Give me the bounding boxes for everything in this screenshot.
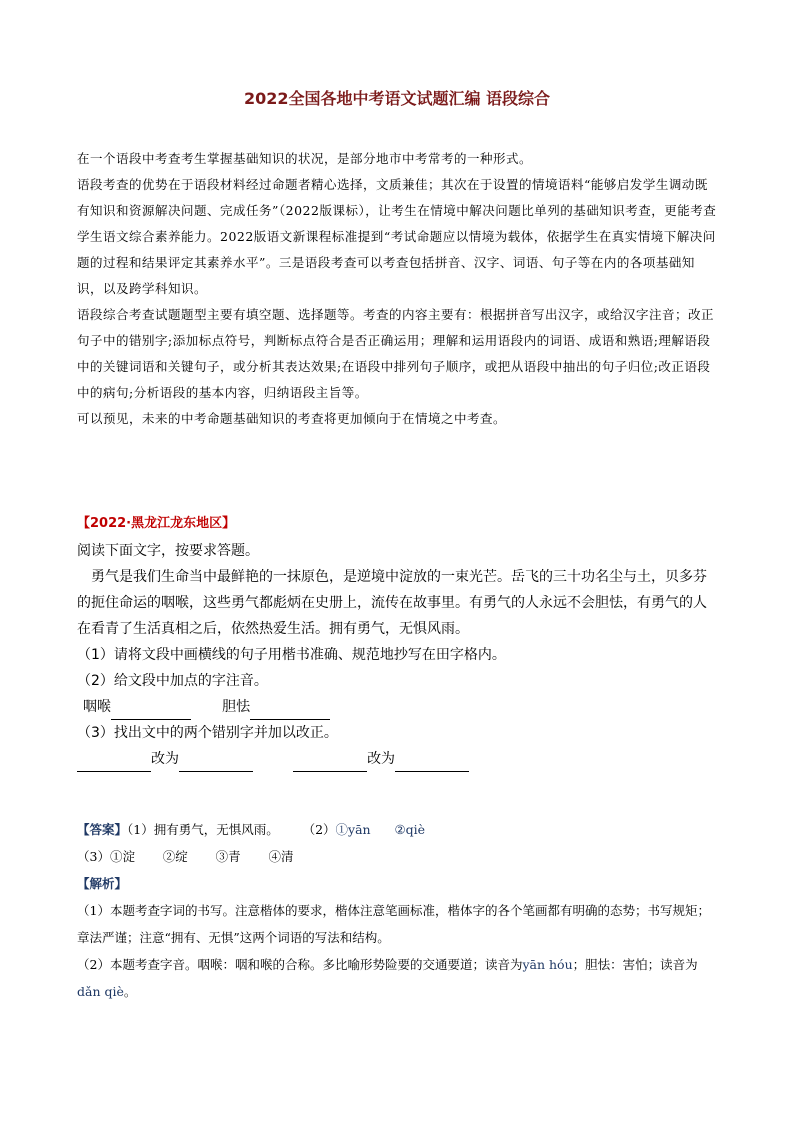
question-3-blanks <box>77 746 717 772</box>
intro-paragraph: 在一个语段中考查考生掌握基础知识的状况，是部分地市中考常考的一种形式。 <box>77 151 533 166</box>
analysis-tag: 【解析】 <box>77 876 128 891</box>
answer-blank[interactable] <box>293 755 367 772</box>
answer-blank[interactable] <box>111 703 191 720</box>
intro-section <box>77 146 717 432</box>
answer-tag: 【答案】 <box>77 822 128 837</box>
question-source: 【2022·黑龙江龙东地区】 <box>77 516 236 531</box>
gai-label: 改为 <box>367 751 396 767</box>
answer-blank[interactable] <box>395 755 469 772</box>
answer-2b: ②qiè <box>394 822 426 837</box>
question-2-blanks <box>77 694 717 720</box>
question-block <box>77 538 717 772</box>
question-1: （1）请将文段中画横线的句子用楷书准确、规范地抄写在田字格内。 <box>77 647 506 663</box>
analysis-2-text: ；胆怯：害怕；读音为 <box>572 957 698 972</box>
q2-word: 咽喉 <box>83 699 111 715</box>
analysis-2-text: 。 <box>123 984 137 999</box>
analysis-1: （1）本题考查字词的书写。注意楷体的要求，楷体注意笔画标准，楷体字的各个笔画都有明确的态势；书写规矩；章法严谨；注意“拥有、无惧”这两个词语的写法和结构。 <box>77 903 710 945</box>
answer-line-1 <box>77 816 717 843</box>
analysis-2 <box>77 951 717 1005</box>
answer-3-item: （3）①淀 <box>77 849 135 864</box>
answer-blank[interactable] <box>77 755 151 772</box>
answer-line-2 <box>77 843 717 870</box>
intro-paragraph: 语段考查的优势在于语段材料经过命题者精心选择，文质兼佳；其次在于设置的情境语料“能够启发学生调动既有知识和资源解决问题、完成任务”（2022版课标），让考生在情境中解决问题比单列的基础知识考查，更能考查学生语文综合素养能力。2022版语文新课程标准提到“考试命题应以情境为载体，依据学生在真实情境下解决问题的过程和结果评定其素养水平”。三是语段考查可以考查包括拼音、汉字、词语、句子等在内的各项基础知识，以及跨学科知识。 <box>77 177 717 296</box>
answer-2-prefix: （2） <box>302 822 336 837</box>
answer-3-item: ②绽 <box>162 849 188 864</box>
question-3: （3）找出文中的两个错别字并加以改正。 <box>77 725 338 741</box>
gai-label: 改为 <box>151 751 179 767</box>
answer-blank[interactable] <box>250 703 330 720</box>
answer-3-item: ③青 <box>215 849 241 864</box>
page-title: 2022全国各地中考语文试题汇编 语段综合 <box>243 89 551 108</box>
answer-1: （1）拥有勇气，无惧风雨。 <box>127 822 279 837</box>
answer-section <box>77 816 717 1005</box>
instruction: 阅读下面文字，按要求答题。 <box>77 543 259 559</box>
passage: 勇气是我们生命当中最鲜艳的一抹原色，是逆境中淀放的一束光芒。岳飞的三十功名尘与土，贝多芬的扼住命运的咽喉，这些勇气都彪炳在史册上，流传在故事里。有勇气的人永远不会胆怯，有勇气的人在看青了生活真相之后，依然热爱生活。拥有勇气，无惧风雨。 <box>77 569 707 637</box>
intro-paragraph: 可以预见，未来的中考命题基础知识的考查将更加倾向于在情境之中考查。 <box>77 411 507 426</box>
intro-paragraph: 语段综合考查试题题型主要有填空题、选择题等。考查的内容主要有：根据拼音写出汉字，或给汉字注音；改正句子中的错别字;添加标点符号，判断标点符合是否正确运用；理解和运用语段内的词语、成语和熟语;理解语段中的关键词语和关键句子，或分析其表达效果;在语段中排列句子顺序，或把从语段中抽出的句子归位;改正语段中的病句;分析语段的基本内容，归纳语段主旨等。 <box>77 307 715 400</box>
answer-3-item: ④清 <box>268 849 294 864</box>
answer-blank[interactable] <box>179 755 253 772</box>
analysis-2-text: （2）本题考查字音。咽喉：咽和喉的合称。多比喻形势险要的交通要道；读音为 <box>77 957 523 972</box>
pinyin: dǎn qiè <box>77 984 124 999</box>
answer-2a: ①yān <box>335 822 371 837</box>
pinyin: yān hóu <box>522 957 573 972</box>
question-2: （2）给文段中加点的字注音。 <box>77 673 268 689</box>
q2-word: 胆怯 <box>222 699 251 715</box>
